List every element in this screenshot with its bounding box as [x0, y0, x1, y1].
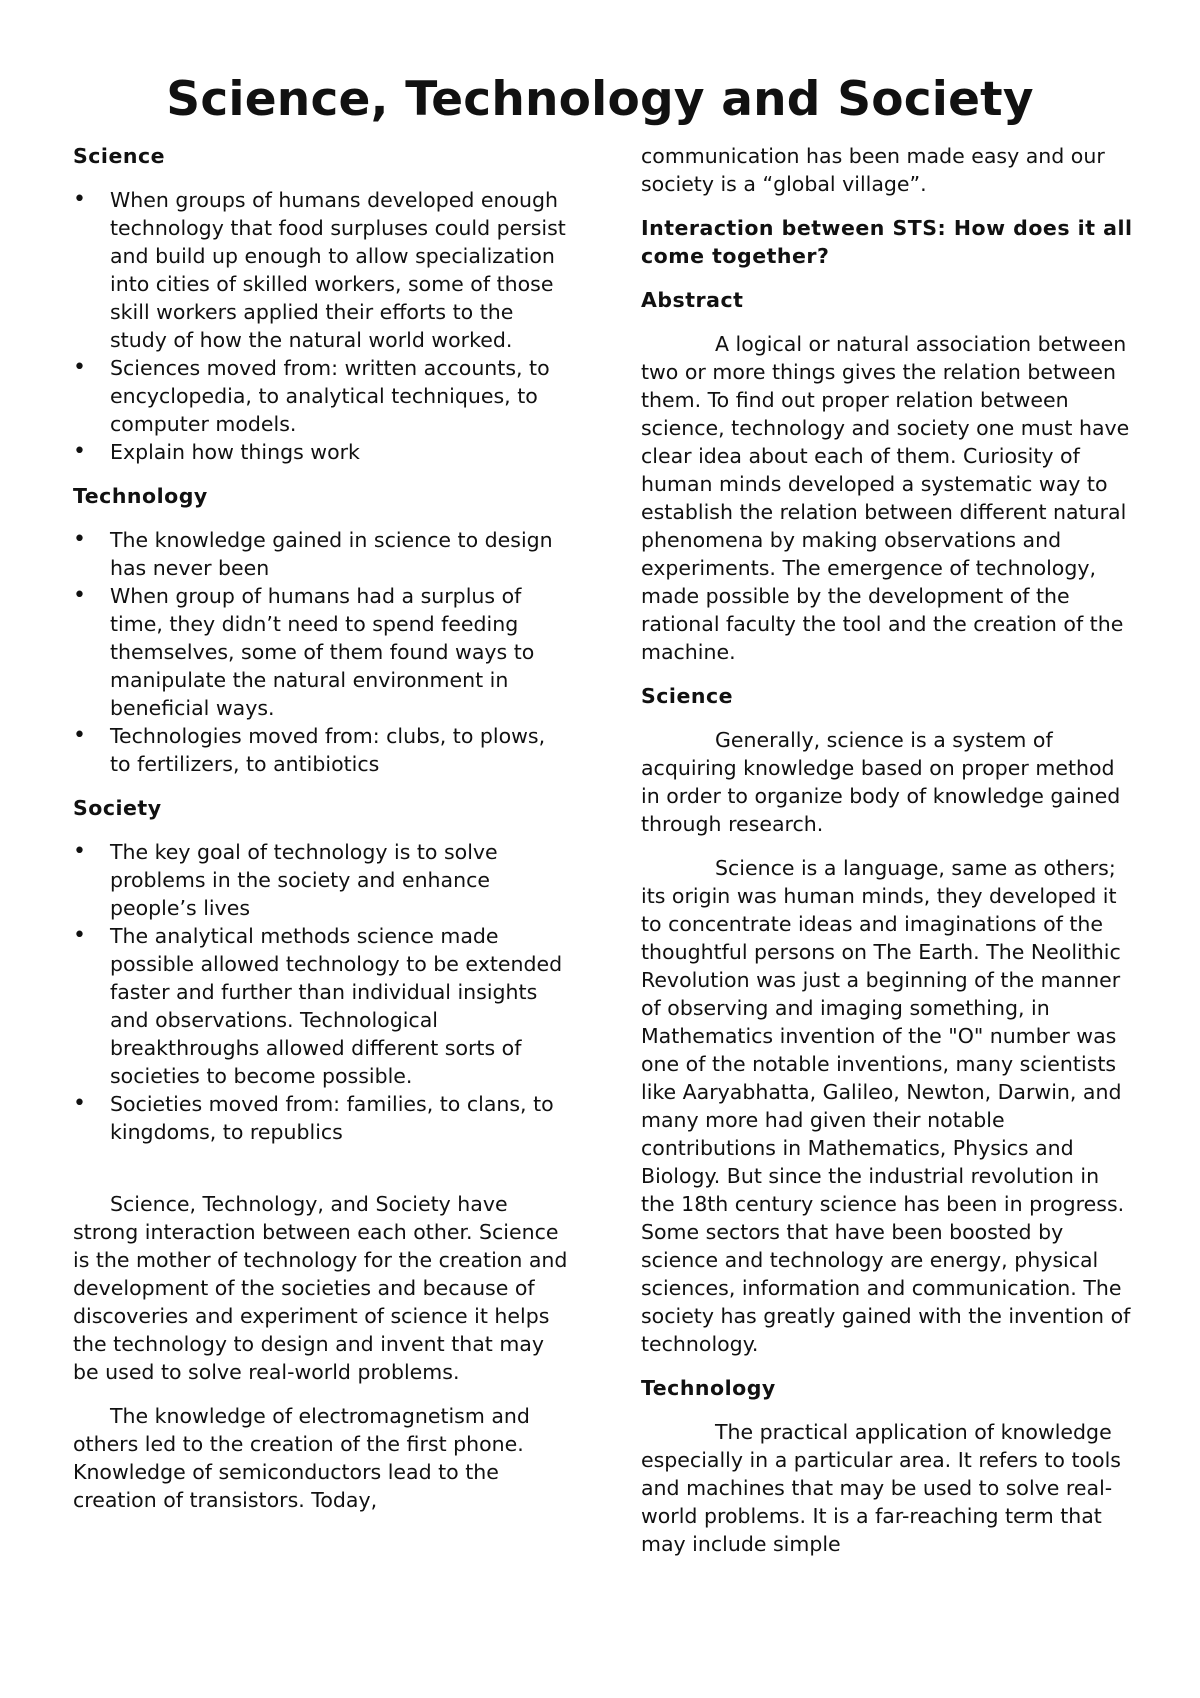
abstract-heading: Abstract — [641, 288, 744, 312]
science-heading: Science — [73, 144, 165, 168]
list-item: • Explain how things work — [73, 438, 570, 466]
list-item: • The analytical methods science made possible allowed technology to be extended faster and further than individual insights and observations. Technological breakthroughs allowed different sorts of societies to become possible. — [73, 922, 570, 1090]
science-list — [73, 186, 570, 466]
society-list — [73, 838, 570, 1146]
body-paragraph: The knowledge of electromagnetism and others led to the creation of the first phone. Knowledge of semiconductors lead to the creation of transistors. Today, — [73, 1404, 530, 1512]
society-heading: Society — [73, 796, 162, 820]
body-paragraph: The practical application of knowledge especially in a particular area. It refers to tools and machines that may be used to solve real-world problems. It is a far-reaching term that may include simple — [641, 1420, 1121, 1556]
body-paragraph: Science, Technology, and Society have strong interaction between each other. Science is the mother of technology for the creation and development of the societies and because of discoveries and experiment of science it helps the technology to design and invent that may be used to solve real-world problems. — [73, 1192, 568, 1384]
list-item: • The key goal of technology is to solve problems in the society and enhance people’s lives — [73, 838, 570, 922]
body-paragraph: Generally, science is a system of acquiring knowledge based on proper method in order to organize body of knowledge gained through research. — [641, 728, 1121, 836]
abstract-paragraph: A logical or natural association between two or more things gives the relation between them. To find out proper relation between science, technology and society one must have clear idea about each of them. Curiosity of human minds developed a systematic way to establish the relation between different natural phenomena by making observations and experiments. The emergence of technology, made possible by the development of the rational faculty the tool and the creation of the machine. — [641, 332, 1130, 664]
list-item: • When group of humans had a surplus of time, they didn’t need to spend feeding themselves, some of them found ways to manipulate the natural environment in beneficial ways. — [73, 582, 570, 722]
technology-heading: Technology — [73, 484, 208, 508]
left-column — [73, 142, 570, 1530]
interaction-heading: Interaction between STS: How does it all come together? — [641, 216, 1133, 268]
technology-list — [73, 526, 570, 778]
list-item: • When groups of humans developed enough technology that food surpluses could persist and build up enough to allow specialization into cities of skilled workers, some of those skill workers applied their efforts to the study of how the natural world worked. — [73, 186, 570, 354]
list-item: • Technologies moved from: clubs, to plows, to fertilizers, to antibiotics — [73, 722, 570, 778]
technology-heading-right: Technology — [641, 1376, 776, 1400]
page-title: Science, Technology and Society — [166, 72, 1034, 127]
science-heading-right: Science — [641, 684, 733, 708]
list-item: • The knowledge gained in science to design has never been — [73, 526, 570, 582]
continuation-paragraph: communication has been made easy and our society is a “global village”. — [641, 144, 1105, 196]
list-item: • Societies moved from: families, to clans, to kingdoms, to republics — [73, 1090, 570, 1146]
list-item: • Sciences moved from: written accounts, to encyclopedia, to analytical techniques, to computer models. — [73, 354, 570, 438]
right-column — [641, 142, 1138, 1574]
body-paragraph: Science is a language, same as others; its origin was human minds, they developed it to concentrate ideas and imaginations of the thoughtful persons on The Earth. The Neolithic Revolution was just a beginning of the manner of observing and imaging something, in Mathematics invention of the "O" number was one of the notable inventions, many scientists like Aaryabhatta, Galileo, Newton, Darwin, and many more had given their notable contributions in Mathematics, Physics and Biology. But since the industrial revolution in the 18th century science has been in progress. Some sectors that have been boosted by science and technology are energy, physical sciences, information and communication. The society has greatly gained with the invention of technology. — [641, 856, 1131, 1356]
